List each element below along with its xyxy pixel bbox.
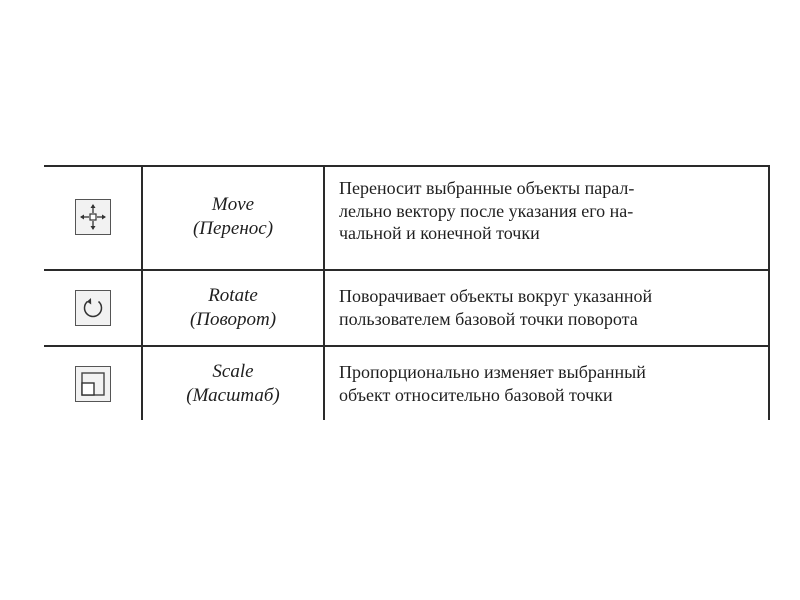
command-name: Move bbox=[211, 194, 255, 215]
table-row-scale bbox=[44, 347, 770, 420]
command-name-ru: (Перенос) bbox=[192, 218, 274, 239]
description-line: объект относительно базовой точки bbox=[339, 384, 613, 405]
command-description bbox=[325, 165, 770, 269]
description-line: лельно вектору после указания его на- bbox=[339, 200, 634, 221]
commands-table bbox=[44, 165, 770, 420]
command-name-cell bbox=[143, 165, 323, 269]
rotate-circle-icon bbox=[75, 290, 111, 326]
table-rule-row bbox=[44, 269, 770, 271]
command-name: Rotate bbox=[208, 285, 258, 306]
table-row-move bbox=[44, 165, 770, 269]
command-name-cell bbox=[143, 347, 323, 420]
description-line: Поворачивает объекты вокруг указанной bbox=[339, 286, 653, 306]
command-name: Scale bbox=[212, 360, 254, 382]
table-rule-right bbox=[768, 165, 770, 420]
command-name-ru: (Масштаб) bbox=[186, 384, 280, 406]
command-description bbox=[325, 271, 770, 345]
description-line: Пропорционально изменяет выбранный bbox=[339, 362, 646, 382]
table-rule-col bbox=[141, 165, 143, 420]
icon-cell bbox=[44, 165, 141, 269]
table-rule-col bbox=[323, 165, 325, 420]
move-arrows-icon bbox=[75, 199, 111, 235]
command-description bbox=[325, 347, 770, 420]
icon-cell bbox=[44, 347, 141, 420]
description-line: чальной и конечной точки bbox=[339, 223, 540, 243]
description-line: Переносит выбранные объекты парал- bbox=[339, 178, 635, 198]
table-row-rotate bbox=[44, 271, 770, 345]
table-rule-row bbox=[44, 345, 770, 347]
description-line: пользователем базовой точки поворота bbox=[339, 308, 638, 329]
command-name-cell bbox=[143, 271, 323, 345]
command-name-ru: (Поворот) bbox=[189, 309, 277, 330]
scale-squares-icon bbox=[75, 366, 111, 402]
table-rule-top bbox=[44, 165, 770, 167]
icon-cell bbox=[44, 271, 141, 345]
